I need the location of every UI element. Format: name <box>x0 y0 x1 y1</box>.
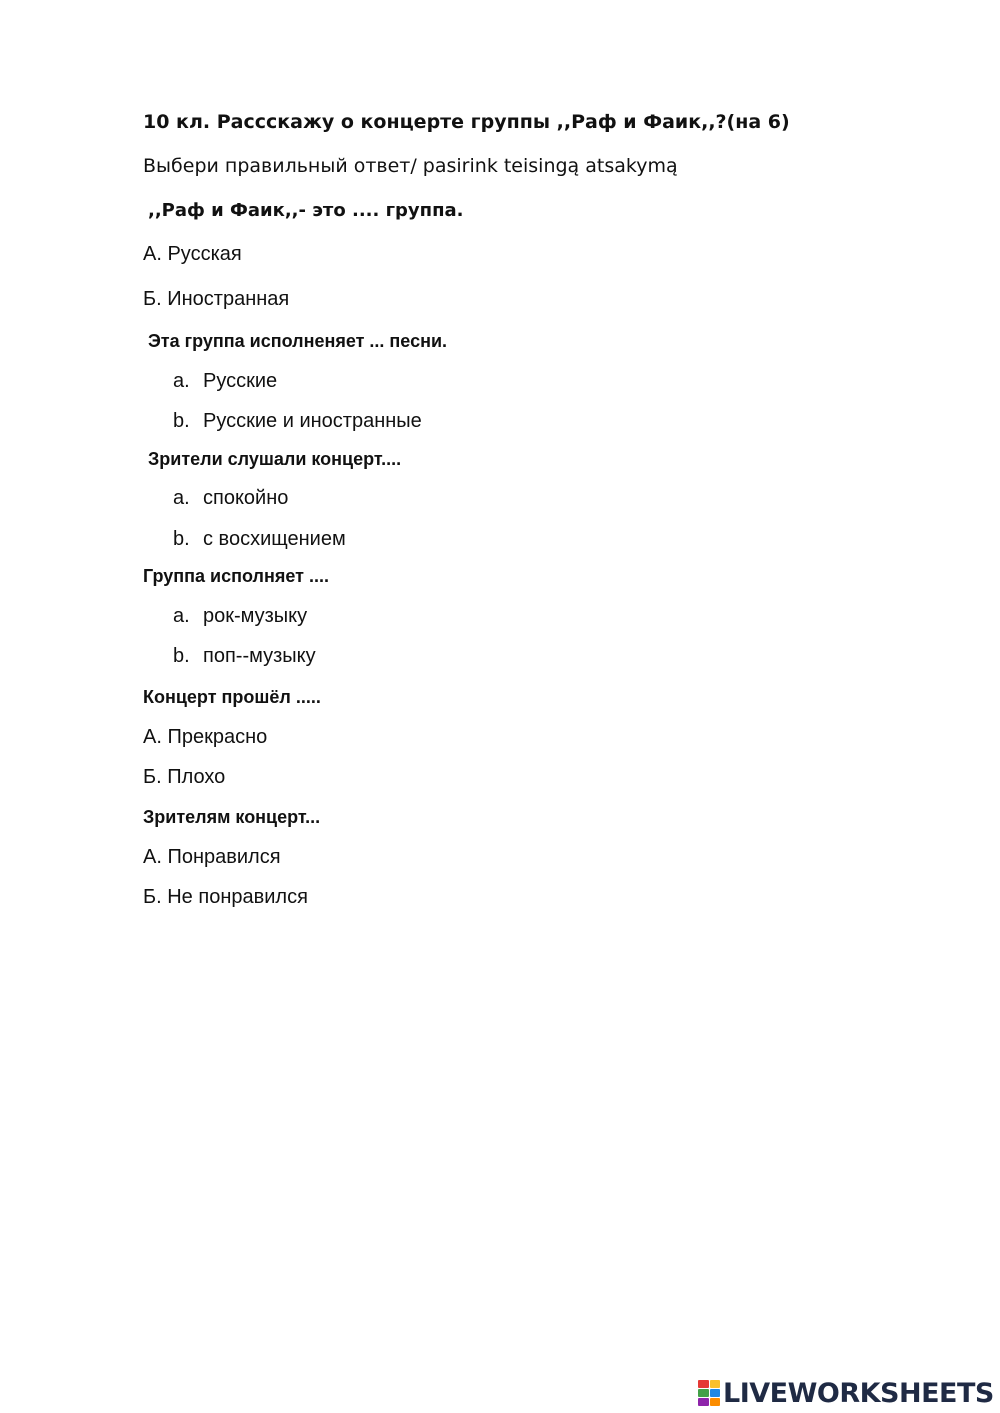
question-4-option-b[interactable] <box>173 645 316 668</box>
option-text: Русские <box>203 370 278 392</box>
question-6-option-a[interactable]: А. Понравился <box>143 846 281 868</box>
question-6-option-b[interactable]: Б. Не понравился <box>143 886 308 908</box>
option-marker: b. <box>173 528 190 550</box>
question-1-option-a[interactable]: А. Русская <box>143 243 242 265</box>
question-2-option-b[interactable] <box>173 410 422 433</box>
option-marker: a. <box>173 370 190 392</box>
liveworksheets-logo <box>698 1378 994 1408</box>
question-5-option-b[interactable]: Б. Плохо <box>143 766 226 788</box>
option-text: спокойно <box>203 487 289 509</box>
option-text: с восхищением <box>203 528 346 550</box>
logo-block <box>698 1398 709 1406</box>
logo-block <box>710 1398 721 1406</box>
option-text: поп--музыку <box>203 645 316 667</box>
question-3-option-b[interactable] <box>173 528 346 551</box>
logo-block <box>710 1389 721 1397</box>
option-marker: a. <box>173 487 190 509</box>
question-2: Эта группа исполненяет ... песни. <box>148 331 448 351</box>
option-marker: b. <box>173 410 190 432</box>
worksheet-title: 10 кл. Рассскажу о концерте группы ,,Раф и Фаик,,?(на 6) <box>143 111 790 133</box>
logo-blocks-icon <box>698 1380 720 1406</box>
logo-block <box>698 1380 709 1388</box>
question-1: ,,Раф и Фаик,,- это .... группа. <box>148 200 464 221</box>
instruction-text: Выбери правильный ответ/ pasirink teisingą atsakymą <box>143 155 678 177</box>
question-5-option-a[interactable]: А. Прекрасно <box>143 726 268 748</box>
question-6: Зрителям концерт... <box>143 807 321 827</box>
logo-block <box>698 1389 709 1397</box>
question-4-option-a[interactable] <box>173 605 307 628</box>
logo-text: LIVEWORKSHEETS <box>723 1377 994 1409</box>
logo-block <box>710 1380 721 1388</box>
option-marker: b. <box>173 645 190 667</box>
option-text: рок-музыку <box>203 605 308 627</box>
question-5: Концерт прошёл ..... <box>143 687 321 707</box>
option-marker: a. <box>173 605 190 627</box>
option-text: Русские и иностранные <box>203 410 422 432</box>
question-1-option-b[interactable]: Б. Иностранная <box>143 288 290 310</box>
question-2-option-a[interactable] <box>173 370 277 393</box>
question-3-option-a[interactable] <box>173 487 288 510</box>
question-3: Зрители слушали концерт.... <box>148 449 402 469</box>
question-4: Группа исполняет .... <box>143 566 329 586</box>
